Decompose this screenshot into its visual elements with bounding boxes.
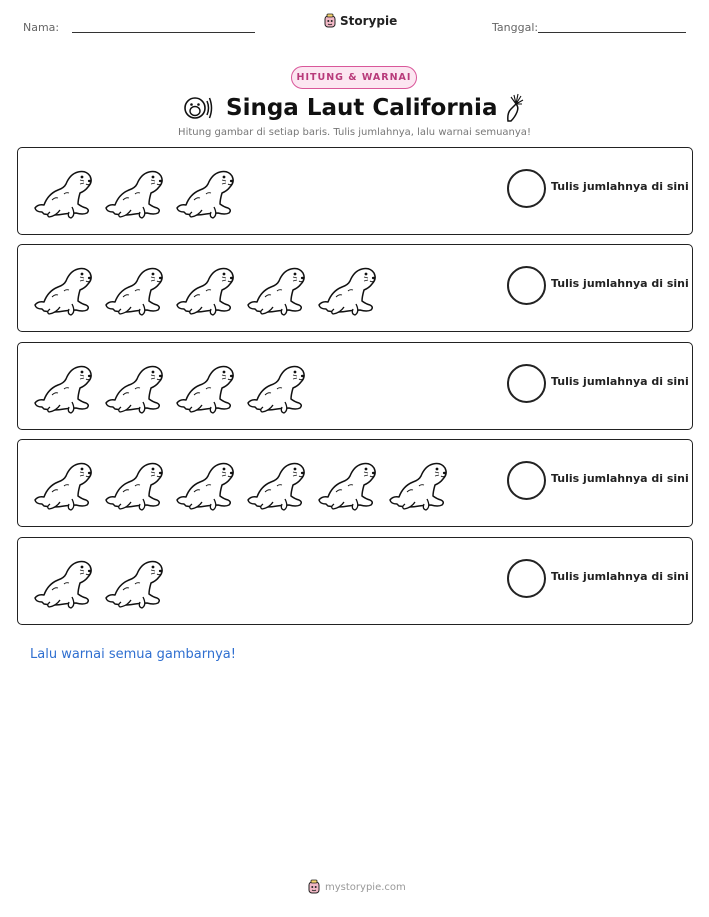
animal-group: [30, 355, 314, 417]
storypie-mascot-icon: [323, 13, 337, 29]
sea-lion-icon[interactable]: [172, 257, 243, 319]
sea-lion-icon[interactable]: [30, 160, 101, 222]
counting-row: [17, 342, 693, 430]
sea-lion-icon[interactable]: [243, 452, 314, 514]
sea-anemone-icon: [502, 91, 526, 123]
animal-group: [30, 550, 172, 612]
sea-lion-icon[interactable]: [243, 257, 314, 319]
page-title: Singa Laut California: [226, 95, 498, 121]
sea-lion-icon[interactable]: [101, 257, 172, 319]
activity-badge: HITUNG & WARNAI: [291, 66, 417, 89]
sea-lion-icon[interactable]: [314, 257, 385, 319]
date-write-line[interactable]: [538, 32, 686, 33]
sea-lion-icon[interactable]: [243, 355, 314, 417]
color-instruction: Lalu warnai semua gambarnya!: [30, 647, 236, 662]
sea-lion-icon[interactable]: [172, 355, 243, 417]
answer-circle[interactable]: [507, 266, 546, 305]
brand-name: Storypie: [340, 14, 398, 28]
sea-lion-icon[interactable]: [101, 355, 172, 417]
sea-lion-icon[interactable]: [385, 452, 456, 514]
sea-lion-head-icon: [183, 95, 213, 121]
answer-circle[interactable]: [507, 169, 546, 208]
name-label: Nama:: [23, 21, 60, 34]
answer-hint: Tulis jumlahnya di sini: [551, 472, 689, 485]
date-label: Tanggal:: [492, 21, 539, 34]
sea-lion-icon[interactable]: [172, 452, 243, 514]
counting-row: [17, 537, 693, 625]
storypie-logo: [323, 13, 397, 29]
name-write-line[interactable]: [72, 32, 255, 33]
sea-lion-icon[interactable]: [30, 550, 101, 612]
sea-lion-icon[interactable]: [172, 160, 243, 222]
footer-url: mystorypie.com: [325, 881, 406, 893]
animal-group: [30, 257, 385, 319]
animal-group: [30, 452, 456, 514]
sea-lion-icon[interactable]: [30, 355, 101, 417]
sea-lion-icon[interactable]: [30, 257, 101, 319]
animal-group: [30, 160, 243, 222]
answer-circle[interactable]: [507, 364, 546, 403]
footer-brand: [307, 879, 406, 895]
answer-hint: Tulis jumlahnya di sini: [551, 180, 689, 193]
answer-hint: Tulis jumlahnya di sini: [551, 277, 689, 290]
answer-circle[interactable]: [507, 461, 546, 500]
counting-row: [17, 244, 693, 332]
sea-lion-icon[interactable]: [101, 452, 172, 514]
answer-hint: Tulis jumlahnya di sini: [551, 570, 689, 583]
worksheet-header: [0, 0, 709, 50]
sea-lion-icon[interactable]: [101, 550, 172, 612]
sea-lion-icon[interactable]: [101, 160, 172, 222]
instructions: Hitung gambar di setiap baris. Tulis jumlahnya, lalu warnai semuanya!: [178, 127, 531, 138]
sea-lion-icon[interactable]: [314, 452, 385, 514]
title-row: [0, 90, 709, 126]
answer-hint: Tulis jumlahnya di sini: [551, 375, 689, 388]
storypie-mascot-icon: [307, 879, 321, 895]
counting-row: [17, 147, 693, 235]
answer-circle[interactable]: [507, 559, 546, 598]
sea-lion-icon[interactable]: [30, 452, 101, 514]
counting-row: [17, 439, 693, 527]
